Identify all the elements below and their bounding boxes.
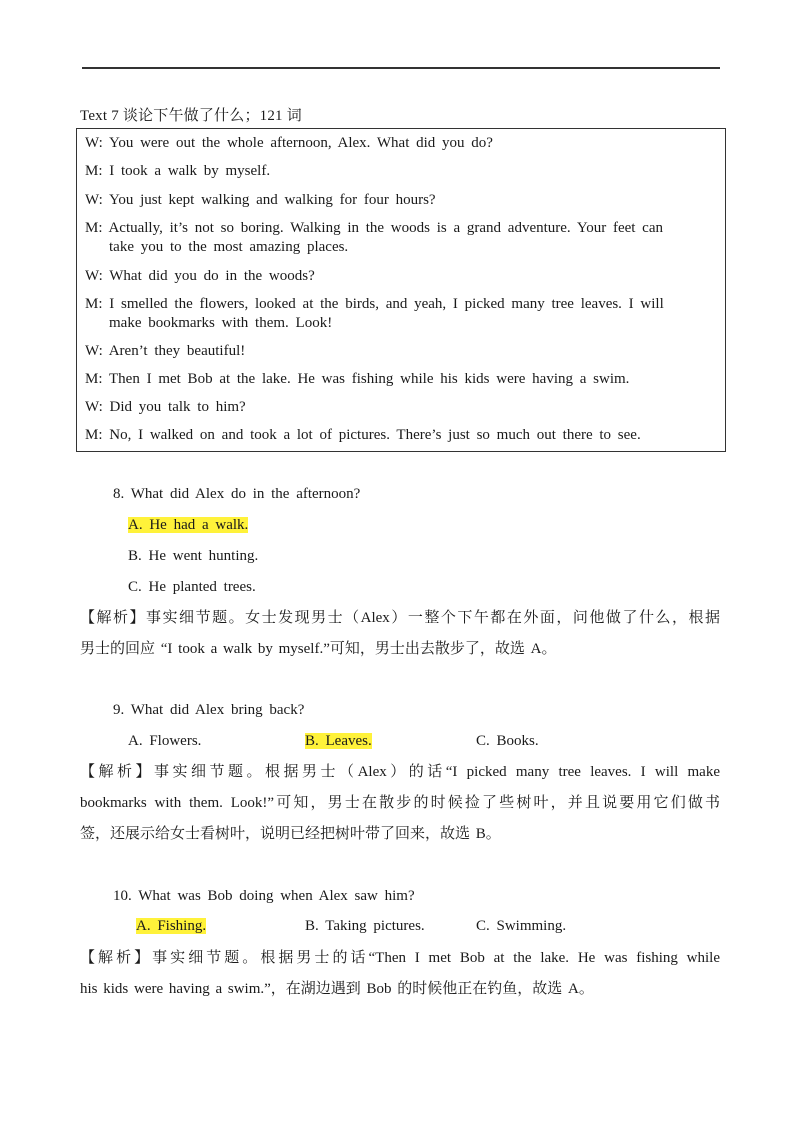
dialogue-line: W: You just kept walking and walking for four hours? bbox=[85, 192, 436, 208]
header-rule bbox=[82, 67, 720, 69]
option-b: B. Taking pictures. bbox=[305, 918, 425, 934]
answer-highlight: A. Fishing. bbox=[136, 918, 207, 934]
option-b: B. He went hunting. bbox=[128, 548, 259, 564]
option-c: C. He planted trees. bbox=[128, 579, 256, 595]
dialogue-line: W: Aren’t they beautiful! bbox=[85, 343, 246, 359]
dialogue-box bbox=[76, 128, 726, 452]
answer-highlight: A. He had a walk. bbox=[128, 517, 249, 533]
analysis-paragraph: 【解析】事实细节题。女士发现男士（Alex）一整个下午都在外面，问他做了什么，根据 男士的回应 “I took a walk by myself.”可知，男士出去散步了，故选 A。 bbox=[80, 610, 720, 657]
option-c: C. Books. bbox=[476, 733, 539, 749]
dialogue-line: W: You were out the whole afternoon, Alex. What did you do? bbox=[85, 135, 493, 151]
dialogue-line: M: Then I met Bob at the lake. He was fishing while his kids were having a swim. bbox=[85, 371, 630, 387]
dialogue-line: W: What did you do in the woods? bbox=[85, 268, 315, 284]
dialogue-line: W: Did you talk to him? bbox=[85, 399, 246, 415]
text-heading: Text 7 谈论下午做了什么；121 词 bbox=[80, 108, 302, 124]
option-b bbox=[305, 733, 372, 750]
question-stem: 9. What did Alex bring back? bbox=[113, 702, 305, 718]
dialogue-line: M: No, I walked on and took a lot of pictures. There’s just so much out there to see. bbox=[85, 427, 641, 443]
analysis-paragraph: 【解析】事实细节题。根据男士的话“Then I met Bob at the lake. He was fishing while his kids were having a swim.”，在湖边遇到 Bob 的时候他正在钓鱼，故选 A。 bbox=[80, 950, 720, 997]
dialogue-line: M: I smelled the flowers, looked at the birds, and yeah, I picked many tree leaves. I will make bookmarks with them. Look! bbox=[85, 296, 664, 331]
analysis-paragraph: 【解析】事实细节题。根据男士（Alex）的话“I picked many tree leaves. I will make bookmarks with them. Look!”可知，男士在散步的时候捡了些树叶，并且说要用它们做书 签，还展示给女士看树叶，说明已经把树叶带了回来，故选 B。 bbox=[80, 764, 720, 842]
answer-highlight: B. Leaves. bbox=[305, 733, 372, 749]
option-c: C. Swimming. bbox=[476, 918, 567, 934]
dialogue-line: M: Actually, it’s not so boring. Walking in the woods is a grand adventure. Your feet can take you to the most amazing places. bbox=[85, 220, 663, 255]
option-a bbox=[136, 918, 206, 935]
question-stem: 10. What was Bob doing when Alex saw him? bbox=[113, 888, 415, 904]
option-a: A. Flowers. bbox=[128, 733, 202, 749]
question-stem: 8. What did Alex do in the afternoon? bbox=[113, 486, 361, 502]
option-a bbox=[128, 517, 248, 534]
dialogue-line: M: I took a walk by myself. bbox=[85, 163, 271, 179]
